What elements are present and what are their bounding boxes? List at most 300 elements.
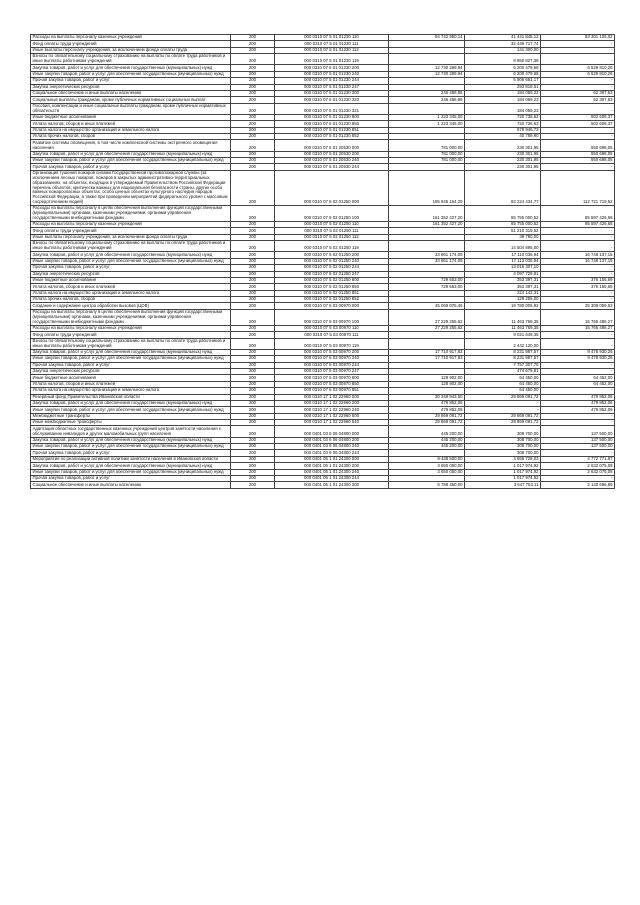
row-kbk-cell: 000 0310 17 1 02 22960 540 xyxy=(275,420,389,426)
row-kbk-cell: 000 0401 05 1 01 24300 244 xyxy=(275,476,389,482)
row-executed-cell: 65 755 000,52 xyxy=(465,205,541,221)
row-code-cell: 200 xyxy=(231,338,275,349)
row-executed-cell: 2 442 120,00 xyxy=(465,338,541,349)
row-name-cell: Закупка товаров, работ и услуг для обеспечения государственных (муниципальных) нужд xyxy=(31,349,231,355)
row-code-cell: 200 xyxy=(231,97,275,103)
table-row xyxy=(31,356,615,362)
row-code-cell: 200 xyxy=(231,265,275,271)
row-approved-cell: 1 223 345,00 xyxy=(389,114,465,120)
row-name-cell: Взносы по обязательному социальному страхованию на выплаты по оплате труда работников и иные выплаты работникам учреждений xyxy=(31,54,231,65)
row-approved-cell: 5 788 450,00 xyxy=(389,482,465,488)
row-name-cell: Иные закупки товаров, работ и услуг для обеспечения государственных (муниципальных) нужд xyxy=(31,71,231,77)
row-unexecuted-cell: 62 397,63 xyxy=(541,90,615,96)
table-row xyxy=(31,234,615,240)
row-code-cell: 200 xyxy=(231,284,275,290)
row-executed-cell: 129 255,00 xyxy=(465,297,541,303)
row-code-cell: 200 xyxy=(231,41,275,47)
row-unexecuted-cell: - xyxy=(541,228,615,234)
row-executed-cell: 11 463 769,35 xyxy=(465,309,541,325)
row-name-cell: Прочая закупка товаров, работ и услуг xyxy=(31,78,231,84)
row-unexecuted-cell: - xyxy=(541,476,615,482)
row-name-cell: Иные бюджетные ассигнования xyxy=(31,277,231,283)
row-approved-cell: 94 742 950,14 xyxy=(389,35,465,41)
row-unexecuted-cell: 479 852,06 xyxy=(541,394,615,400)
row-code-cell: 200 xyxy=(231,388,275,394)
row-unexecuted-cell: - xyxy=(541,450,615,456)
row-unexecuted-cell: 16 748 137,15 xyxy=(541,252,615,258)
table-row xyxy=(31,221,615,227)
row-executed-cell: 8 850 827,38 xyxy=(465,54,541,65)
row-kbk-cell: 000 0310 07 5 02 01250 110 xyxy=(275,221,389,227)
row-name-cell: Социальное обеспечение и иные выплаты населению xyxy=(31,482,231,488)
table-row xyxy=(31,463,615,469)
row-executed-cell: 679 946,73 xyxy=(465,127,541,133)
row-unexecuted-cell: 550 698,05 xyxy=(541,140,615,151)
row-kbk-cell: 000 0401 03 6 06 04800 000 xyxy=(275,426,389,437)
table-row xyxy=(31,65,615,71)
row-code-cell: 200 xyxy=(231,444,275,450)
row-name-cell: Прочая закупка товаров, работ и услуг xyxy=(31,362,231,368)
row-name-cell: Уплата налогов, сборов и иных платежей xyxy=(31,121,231,127)
row-executed-cell: 64 450,00 xyxy=(465,388,541,394)
row-kbk-cell: 000 0310 07 5 01 01230 110 xyxy=(275,35,389,41)
row-code-cell: 200 xyxy=(231,375,275,381)
row-kbk-cell: 000 0310 07 5 01 01230 800 xyxy=(275,114,389,120)
row-kbk-cell: 000 0310 17 1 02 22960 200 xyxy=(275,400,389,406)
row-code-cell: 200 xyxy=(231,65,275,71)
row-kbk-cell: 000 0310 07 5 01 01230 119 xyxy=(275,54,389,65)
row-approved-cell: 729 553,00 xyxy=(389,284,465,290)
row-executed-cell: 720 736,63 xyxy=(465,121,541,127)
row-approved-cell: 17 710 917,83 xyxy=(389,356,465,362)
row-kbk-cell: 000 0310 07 5 01 20530 200 xyxy=(275,151,389,157)
row-executed-cell: 39 790,00 xyxy=(465,234,541,240)
row-unexecuted-cell: - xyxy=(541,368,615,374)
row-code-cell: 200 xyxy=(231,170,275,205)
row-name-cell: Закупка товаров, работ и услуг для обеспечения государственных (муниципальных) нужд xyxy=(31,463,231,469)
row-kbk-cell: 000 0310 07 5 01 01230 300 xyxy=(275,90,389,96)
row-approved-cell xyxy=(389,241,465,252)
row-executed-cell: 8 231 987,57 xyxy=(465,349,541,355)
row-kbk-cell: 000 0401 05 1 01 24300 200 xyxy=(275,463,389,469)
row-executed-cell: 8 231 987,57 xyxy=(465,356,541,362)
row-approved-cell xyxy=(389,338,465,349)
row-kbk-cell: 000 0401 03 6 06 04800 240 xyxy=(275,444,389,450)
row-executed-cell: 184 059,23 xyxy=(465,103,541,114)
row-unexecuted-cell: 2 140 696,89 xyxy=(541,482,615,488)
row-name-cell: Закупка товаров, работ и услуг для обеспечения государственных (муниципальных) нужд xyxy=(31,65,231,71)
row-executed-cell: 32 449 717,74 xyxy=(465,41,541,47)
row-unexecuted-cell: - xyxy=(541,41,615,47)
table-row xyxy=(31,482,615,488)
row-executed-cell: 141 300,00 xyxy=(465,47,541,53)
row-code-cell: 200 xyxy=(231,228,275,234)
row-executed-cell: - xyxy=(465,400,541,406)
table-row xyxy=(31,54,615,65)
row-executed-cell: 64 450,00 xyxy=(465,381,541,387)
row-executed-cell: 17 113 036,94 xyxy=(465,258,541,264)
row-executed-cell: 11 463 769,35 xyxy=(465,325,541,331)
row-name-cell: Закупка товаров, работ и услуг для обеспечения государственных (муниципальных) нужд xyxy=(31,437,231,443)
row-kbk-cell: 000 0310 17 1 02 22960 000 xyxy=(275,394,389,400)
row-unexecuted-cell: 64 452,00 xyxy=(541,375,615,381)
row-executed-cell: 308 700,00 xyxy=(465,426,541,437)
row-unexecuted-cell: 15 765 486,27 xyxy=(541,325,615,331)
row-code-cell: 200 xyxy=(231,469,275,475)
row-unexecuted-cell: - xyxy=(541,47,615,53)
row-executed-cell: 230 301,95 xyxy=(465,158,541,164)
row-kbk-cell: 000 0310 07 5 03 00970 850 xyxy=(275,381,389,387)
row-approved-cell: 17 710 917,83 xyxy=(389,349,465,355)
row-executed-cell: 353 397,31 xyxy=(465,284,541,290)
row-name-cell: Взносы по обязательному социальному страхованию на выплаты по оплате труда работников и иные выплаты работникам учреждений xyxy=(31,241,231,252)
row-kbk-cell: 000 0310 07 5 02 01250 100 xyxy=(275,205,389,221)
row-name-cell: Прочая закупка товаров, работ и услуг xyxy=(31,450,231,456)
row-executed-cell: 353 397,31 xyxy=(465,277,541,283)
row-code-cell: 200 xyxy=(231,84,275,90)
table-row xyxy=(31,456,615,462)
row-executed-cell: 17 110 036,94 xyxy=(465,252,541,258)
row-kbk-cell: 000 0310 07 5 02 01250 244 xyxy=(275,265,389,271)
table-row xyxy=(31,241,615,252)
table-row xyxy=(31,469,615,475)
row-unexecuted-cell: 2 632 075,08 xyxy=(541,463,615,469)
row-name-cell: Иные закупки товаров, работ и услуг для обеспечения государственных (муниципальных) нужд xyxy=(31,469,231,475)
row-code-cell: 200 xyxy=(231,450,275,456)
row-name-cell: Иные закупки товаров, работ и услуг для обеспечения государственных (муниципальных) нужд xyxy=(31,407,231,413)
table-row xyxy=(31,170,615,205)
row-name-cell: Резервный фонд Правительства Ивановской области xyxy=(31,394,231,400)
row-executed-cell: 230 301,95 xyxy=(465,164,541,170)
row-approved-cell: 29 869 091,72 xyxy=(389,413,465,419)
row-kbk-cell: 000 0310 07 5 02 01250 112 xyxy=(275,234,389,240)
row-name-cell: Мероприятия по реализации активной политики занятости населения в Ивановской области xyxy=(31,456,231,462)
row-unexecuted-cell: - xyxy=(541,78,615,84)
row-kbk-cell: 000 0310 07 5 01 01230 111 xyxy=(275,41,389,47)
row-executed-cell: 9 021 649,35 xyxy=(465,332,541,338)
row-executed-cell: 293 818,51 xyxy=(465,84,541,90)
row-executed-cell: 184 059,23 xyxy=(465,90,541,96)
table-row xyxy=(31,426,615,437)
row-unexecuted-cell: 62 397,63 xyxy=(541,97,615,103)
row-name-cell: Закупка товаров, работ и услуг для обеспечения государственных (муниципальных) нужд xyxy=(31,151,231,157)
row-approved-cell: 33 861 174,09 xyxy=(389,258,465,264)
row-code-cell: 200 xyxy=(231,356,275,362)
table-row xyxy=(31,47,615,53)
row-kbk-cell: 000 0310 07 5 01 01230 240 xyxy=(275,71,389,77)
row-unexecuted-cell: 479 852,06 xyxy=(541,407,615,413)
row-kbk-cell: 000 0310 07 5 03 00970 110 xyxy=(275,325,389,331)
row-kbk-cell: 000 0310 07 5 02 01250 111 xyxy=(275,228,389,234)
row-approved-cell: 1 223 345,00 xyxy=(389,121,465,127)
table-row xyxy=(31,290,615,296)
row-name-cell: Прочая закупка товаров, работ и услуг xyxy=(31,476,231,482)
row-code-cell: 200 xyxy=(231,400,275,406)
row-name-cell: Взносы по обязательному социальному страхованию на выплаты по оплате труда работников и иные выплаты работникам учреждений xyxy=(31,338,231,349)
row-unexecuted-cell: - xyxy=(541,362,615,368)
table-row xyxy=(31,97,615,103)
row-kbk-cell: 000 0310 07 5 01 01230 244 xyxy=(275,78,389,84)
row-code-cell: 200 xyxy=(231,127,275,133)
row-code-cell: 200 xyxy=(231,234,275,240)
row-executed-cell: 40 789,90 xyxy=(465,134,541,140)
row-unexecuted-cell: 15 765 486,27 xyxy=(541,309,615,325)
row-name-cell: Иные выплаты персоналу учреждений, за исключением фонда оплаты труда xyxy=(31,47,231,53)
row-unexecuted-cell: 6 529 810,26 xyxy=(541,71,615,77)
row-unexecuted-cell: 95 597 426,68 xyxy=(541,221,615,227)
row-kbk-cell: 000 0310 07 5 02 01250 240 xyxy=(275,258,389,264)
row-unexecuted-cell: 137 500,00 xyxy=(541,437,615,443)
row-kbk-cell: 000 0401 03 6 06 04800 244 xyxy=(275,450,389,456)
row-unexecuted-cell: - xyxy=(541,164,615,170)
row-kbk-cell: 000 0310 07 5 01 01230 200 xyxy=(275,65,389,71)
row-unexecuted-cell: 550 698,05 xyxy=(541,151,615,157)
row-unexecuted-cell: 6 529 810,26 xyxy=(541,65,615,71)
row-executed-cell: 720 736,63 xyxy=(465,114,541,120)
row-code-cell: 200 xyxy=(231,476,275,482)
row-unexecuted-cell: - xyxy=(541,54,615,65)
table-row xyxy=(31,252,615,258)
row-code-cell: 200 xyxy=(231,407,275,413)
row-code-cell: 200 xyxy=(231,413,275,419)
row-approved-cell: 246 456,86 xyxy=(389,97,465,103)
row-code-cell: 200 xyxy=(231,381,275,387)
budget-expenditure-table xyxy=(30,34,615,489)
row-executed-cell: 4 665 728,03 xyxy=(465,456,541,462)
row-unexecuted-cell: - xyxy=(541,338,615,349)
row-executed-cell: 14 504 895,00 xyxy=(465,241,541,252)
row-approved-cell: 12 730 289,94 xyxy=(389,65,465,71)
row-approved-cell: 9 438 500,00 xyxy=(389,456,465,462)
row-unexecuted-cell: 137 500,00 xyxy=(541,444,615,450)
row-name-cell: Прочая закупка товаров, работ и услуг xyxy=(31,164,231,170)
row-approved-cell: 781 000,00 xyxy=(389,158,465,164)
row-approved-cell: 195 945 154,29 xyxy=(389,170,465,205)
row-kbk-cell: 000 0310 07 5 01 20530 000 xyxy=(275,140,389,151)
row-executed-cell: 1 017 974,92 xyxy=(465,476,541,482)
row-approved-cell: 479 852,06 xyxy=(389,407,465,413)
row-name-cell: Закупка энергетических ресурсов xyxy=(31,84,231,90)
row-code-cell: 200 xyxy=(231,158,275,164)
row-name-cell: Межбюджетные трансферты xyxy=(31,413,231,419)
row-code-cell: 200 xyxy=(231,114,275,120)
row-name-cell: Адаптация областных государственных казенных учреждений центров занятости населения к обслуживанию инвалидов и других маломобильных групп населения xyxy=(31,426,231,437)
row-executed-cell: 3 647 753,11 xyxy=(465,482,541,488)
row-executed-cell: 7 757 307,76 xyxy=(465,362,541,368)
row-unexecuted-cell: - xyxy=(541,290,615,296)
row-kbk-cell: 000 0310 07 5 03 00970 100 xyxy=(275,309,389,325)
table-row xyxy=(31,258,615,264)
table-row xyxy=(31,71,615,77)
row-name-cell: Закупка товаров, работ и услуг для обеспечения государственных (муниципальных) нужд xyxy=(31,252,231,258)
table-row xyxy=(31,325,615,331)
row-code-cell: 200 xyxy=(231,277,275,283)
row-name-cell: Уплата налога на имущество организаций и земельного налога xyxy=(31,127,231,133)
row-code-cell: 200 xyxy=(231,121,275,127)
row-unexecuted-cell: 502 608,37 xyxy=(541,114,615,120)
row-unexecuted-cell: 53 301 105,02 xyxy=(541,35,615,41)
row-approved-cell: 27 229 255,62 xyxy=(389,325,465,331)
row-code-cell: 200 xyxy=(231,54,275,65)
row-executed-cell: 308 700,00 xyxy=(465,444,541,450)
row-unexecuted-cell: 4 772 771,97 xyxy=(541,456,615,462)
table-row xyxy=(31,394,615,400)
row-approved-cell: 246 456,86 xyxy=(389,90,465,96)
row-approved-cell: 128 902,00 xyxy=(389,381,465,387)
row-code-cell: 200 xyxy=(231,71,275,77)
row-approved-cell: 128 902,00 xyxy=(389,375,465,381)
row-code-cell: 200 xyxy=(231,258,275,264)
row-executed-cell: 474 679,81 xyxy=(465,368,541,374)
row-kbk-cell: 000 0310 07 5 03 00970 851 xyxy=(275,388,389,394)
row-kbk-cell: 000 0310 07 5 01 01230 247 xyxy=(275,84,389,90)
row-executed-cell: 4 097 729,81 xyxy=(465,271,541,277)
row-code-cell: 200 xyxy=(231,35,275,41)
row-kbk-cell: 000 0310 17 1 02 22960 500 xyxy=(275,413,389,419)
row-name-cell: Расходы на выплаты персоналу казенных учреждений xyxy=(31,325,231,331)
row-executed-cell: 13 015 307,10 xyxy=(465,265,541,271)
table-row xyxy=(31,303,615,309)
row-unexecuted-cell: 16 748 137,15 xyxy=(541,258,615,264)
table-row xyxy=(31,349,615,355)
row-approved-cell: 3 650 050,00 xyxy=(389,469,465,475)
table-row xyxy=(31,127,615,133)
row-code-cell: 200 xyxy=(231,394,275,400)
row-kbk-cell: 000 0401 05 1 01 24300 000 xyxy=(275,456,389,462)
row-name-cell: Фонд оплаты труда учреждений xyxy=(31,41,231,47)
row-name-cell: Иные выплаты персоналу учреждений, за исключением фонда оплаты труда xyxy=(31,234,231,240)
row-name-cell: Уплата прочих налогов, сборов xyxy=(31,297,231,303)
table-row xyxy=(31,103,615,114)
row-approved-cell: 30 349 943,50 xyxy=(389,394,465,400)
row-kbk-cell: 000 0310 07 5 01 01230 850 xyxy=(275,121,389,127)
row-unexecuted-cell: - xyxy=(541,271,615,277)
row-kbk-cell: 000 0310 07 5 03 00970 000 xyxy=(275,303,389,309)
row-approved-cell: 781 000,00 xyxy=(389,140,465,151)
row-executed-cell: 1 017 974,92 xyxy=(465,469,541,475)
row-executed-cell: 6 200 479,68 xyxy=(465,71,541,77)
row-name-cell: Пособия, компенсации и иные социальные выплаты гражданам, кроме публичных нормативных обязательств xyxy=(31,103,231,114)
row-unexecuted-cell: 95 597 426,68 xyxy=(541,205,615,221)
row-name-cell: Иные бюджетные ассигнования xyxy=(31,114,231,120)
row-approved-cell: 161 352 427,20 xyxy=(389,205,465,221)
row-executed-cell: 1 017 974,92 xyxy=(465,463,541,469)
row-unexecuted-cell: - xyxy=(541,388,615,394)
row-executed-cell: 19 780 005,92 xyxy=(465,303,541,309)
row-unexecuted-cell: 64 452,00 xyxy=(541,381,615,387)
table-row xyxy=(31,151,615,157)
row-executed-cell: 41 441 845,12 xyxy=(465,35,541,41)
row-name-cell: Закупка энергетических ресурсов xyxy=(31,368,231,374)
row-approved-cell xyxy=(389,54,465,65)
row-code-cell: 200 xyxy=(231,140,275,151)
row-executed-cell: 29 869 091,72 xyxy=(465,394,541,400)
row-kbk-cell: 000 0310 07 5 03 00970 247 xyxy=(275,368,389,374)
row-code-cell: 200 xyxy=(231,252,275,258)
row-name-cell: Иные бюджетные ассигнования xyxy=(31,375,231,381)
row-code-cell: 200 xyxy=(231,90,275,96)
row-executed-cell: 83 224 434,77 xyxy=(465,170,541,205)
row-approved-cell: 33 861 174,09 xyxy=(389,252,465,258)
row-name-cell: Прочая закупка товаров, работ и услуг xyxy=(31,265,231,271)
row-unexecuted-cell: 25 309 059,53 xyxy=(541,303,615,309)
row-kbk-cell: 000 0310 07 5 03 00970 111 xyxy=(275,332,389,338)
row-code-cell: 200 xyxy=(231,426,275,437)
row-kbk-cell: 000 0310 07 5 01 20530 240 xyxy=(275,158,389,164)
row-approved-cell: 27 229 255,62 xyxy=(389,309,465,325)
row-executed-cell: 65 755 000,52 xyxy=(465,221,541,227)
row-code-cell: 200 xyxy=(231,290,275,296)
row-code-cell: 200 xyxy=(231,221,275,227)
row-unexecuted-cell: - xyxy=(541,297,615,303)
row-executed-cell: 5 906 661,17 xyxy=(465,78,541,84)
table-row xyxy=(31,205,615,221)
row-executed-cell: 230 301,95 xyxy=(465,140,541,151)
row-code-cell: 200 xyxy=(231,164,275,170)
row-name-cell: Уплата прочих налогов, сборов xyxy=(31,134,231,140)
table-row xyxy=(31,309,615,325)
row-name-cell: Расходы на выплаты персоналу казенных учреждений xyxy=(31,221,231,227)
row-code-cell: 200 xyxy=(231,241,275,252)
row-unexecuted-cell: - xyxy=(541,127,615,133)
row-name-cell: Социальное обеспечение и иные выплаты населению xyxy=(31,90,231,96)
table-row xyxy=(31,158,615,164)
row-name-cell: Фонд оплаты труда учреждений xyxy=(31,228,231,234)
row-approved-cell: 12 730 289,94 xyxy=(389,71,465,77)
row-approved-cell: 781 000,00 xyxy=(389,151,465,157)
row-code-cell: 200 xyxy=(231,362,275,368)
row-kbk-cell: 000 0401 05 1 01 24300 240 xyxy=(275,469,389,475)
row-code-cell: 200 xyxy=(231,271,275,277)
row-kbk-cell: 000 0310 07 5 03 00970 244 xyxy=(275,362,389,368)
table-row xyxy=(31,35,615,41)
row-kbk-cell: 000 0310 07 5 02 01250 119 xyxy=(275,241,389,252)
row-name-cell: Расходы на выплаты персоналу в целях обеспечения выполнения функций государственными (муниципальными) органами, казенными учреждениями, органами управления государственными внебюджетными фондами xyxy=(31,309,231,325)
row-kbk-cell: 000 0310 07 5 01 01230 851 xyxy=(275,127,389,133)
row-name-cell: Иные межбюджетные трансферты xyxy=(31,420,231,426)
row-code-cell: 200 xyxy=(231,332,275,338)
row-unexecuted-cell: 9 478 930,26 xyxy=(541,356,615,362)
row-executed-cell: 29 869 091,72 xyxy=(465,420,541,426)
row-code-cell: 200 xyxy=(231,134,275,140)
row-unexecuted-cell: - xyxy=(541,84,615,90)
row-kbk-cell: 000 0310 07 5 03 00970 800 xyxy=(275,375,389,381)
row-approved-cell: 445 200,00 xyxy=(389,444,465,450)
row-name-cell: Расходы на выплаты персоналу в целях обеспечения выполнения функций государственными (муниципальными) органами, казенными учреждениями, органами управления государственными внебюджетными фондами xyxy=(31,205,231,221)
row-kbk-cell: 000 0401 03 6 06 04800 200 xyxy=(275,437,389,443)
table-row xyxy=(31,338,615,349)
row-unexecuted-cell: 9 478 930,26 xyxy=(541,349,615,355)
row-unexecuted-cell: 2 632 075,08 xyxy=(541,469,615,475)
row-unexecuted-cell: - xyxy=(541,265,615,271)
row-name-cell: Фонд оплаты труда учреждений xyxy=(31,332,231,338)
row-name-cell: Расходы на выплаты персоналу казенных учреждений xyxy=(31,35,231,41)
row-code-cell: 200 xyxy=(231,103,275,114)
row-approved-cell: 3 650 050,00 xyxy=(389,463,465,469)
row-kbk-cell: 000 0310 07 5 02 01250 850 xyxy=(275,284,389,290)
row-kbk-cell: 000 0310 07 5 02 01250 000 xyxy=(275,170,389,205)
row-code-cell: 200 xyxy=(231,456,275,462)
row-name-cell: Развитие системы оповещения, в том числе комплексной системы экстренного оповещения населения xyxy=(31,140,231,151)
row-name-cell: Организация тушения пожаров силами Государственной противопожарной службы (за исключением лесных пожаров, пожаров в закрытых административно-территориальных образованиях, на объектах, входящих в утверждаемый Правительством Российской Федерации перечень объектов, критически важных для национальной безопасности страны, других особо важных пожароопасных объектах, особо ценных объектах культурного наследия народов Российской Федерации, а также при проведении мероприятий федерального уровня с массовым сосредоточением людей) xyxy=(31,170,231,205)
row-name-cell: Социальные выплаты гражданам, кроме публичных нормативных социальных выплат xyxy=(31,97,231,103)
row-kbk-cell: 000 0310 07 5 03 00970 200 xyxy=(275,349,389,355)
row-unexecuted-cell: - xyxy=(541,413,615,419)
table-row xyxy=(31,388,615,394)
table-row xyxy=(31,140,615,151)
row-kbk-cell: 000 0310 07 5 02 01250 800 xyxy=(275,277,389,283)
table-row xyxy=(31,90,615,96)
